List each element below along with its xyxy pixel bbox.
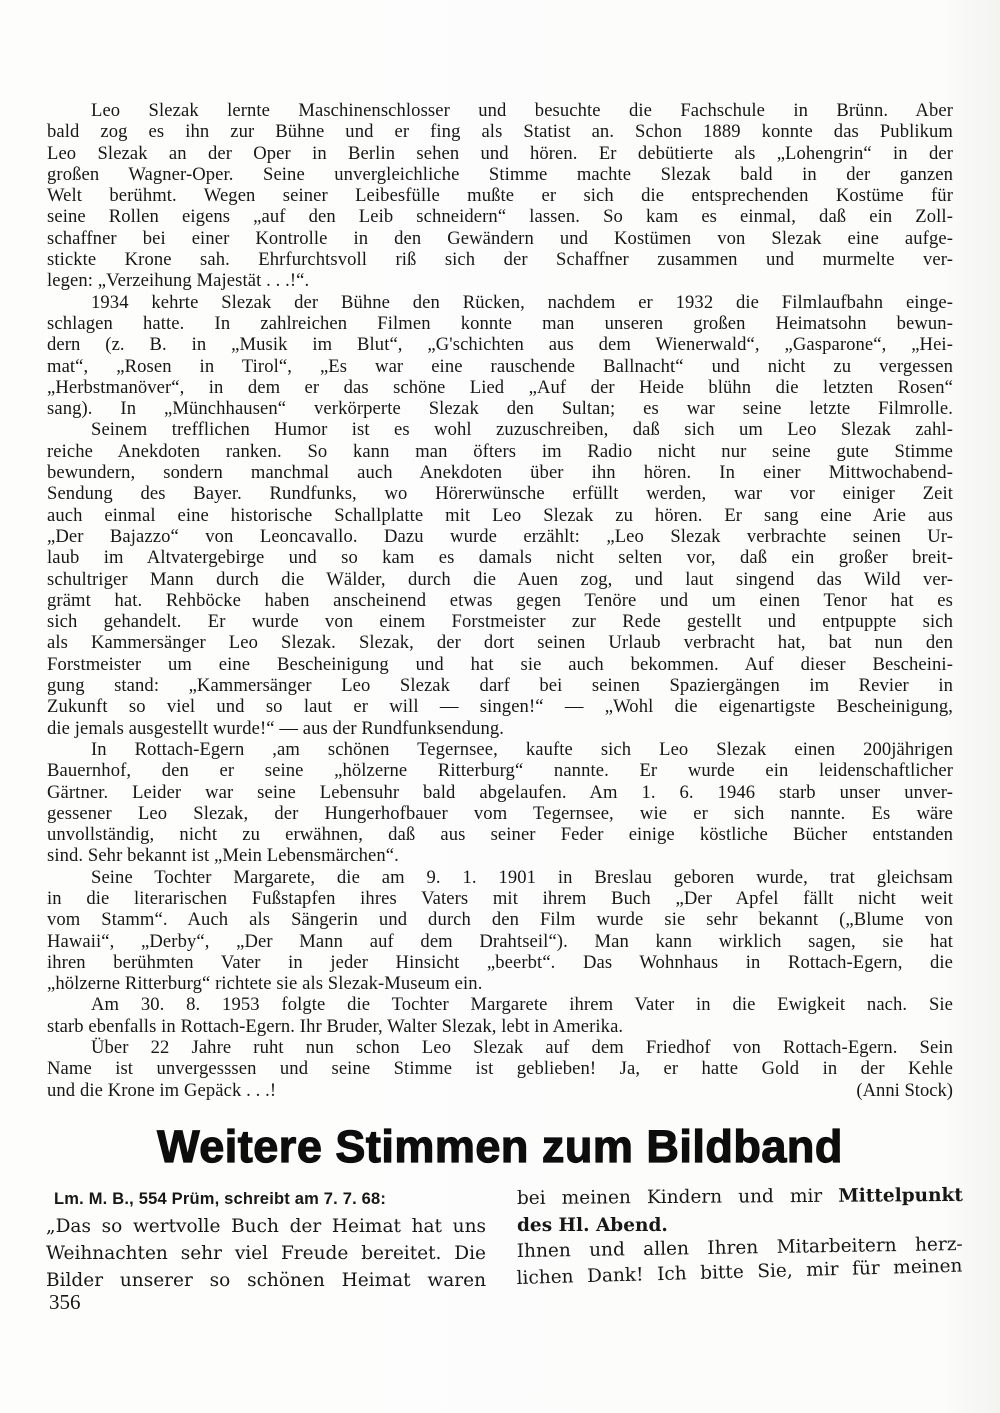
text-line: reiche Anekdoten ranken. So kann man öfters im Radio nicht nur seine gute Stimme bbox=[47, 440, 953, 462]
text-line: die jemals ausgestellt wurde!“ — aus der Rundfunksendung. bbox=[47, 717, 505, 739]
text-line: schaffner bei einer Kontrolle in den Gewändern und Kostümen von Slezak eine aufge- bbox=[47, 227, 953, 249]
text-line: Zukunft so viel und so laut er will — singen!“ — „Wohl die eigenartigste Bescheinigung, bbox=[47, 696, 953, 718]
text-line: schlagen hatte. In zahlreichen Filmen konnte man unseren großen Heimatsohn bewun- bbox=[47, 312, 953, 334]
text-segment: Ihnen und allen Ihren Mitarbeitern herz- bbox=[516, 1233, 963, 1263]
text-line: mat“, „Rosen in Tirol“, „Es war eine rauschende Ballnacht“ und nicht zu vergessen bbox=[47, 355, 953, 377]
text-line: Sendung des Bayer. Rundfunks, wo Hörerwünsche erfüllt werden, war vor einiger Zeit bbox=[47, 483, 953, 505]
text-line: grämt hat. Rehböcke haben anscheinend etwas gegen Tenöre und um einen Tenor hat es bbox=[47, 589, 953, 611]
text-line: in die literarischen Fußstapfen ihres Vaters mit ihrem Buch „Der Apfel fällt nicht weit bbox=[47, 887, 953, 909]
text-line: starb ebenfalls in Rottach-Egern. Ihr Bruder, Walter Slezak, lebt in Amerika. bbox=[47, 1015, 624, 1037]
section-heading: Weitere Stimmen zum Bildband bbox=[157, 1121, 843, 1172]
text-line: „Das so wertvolle Buch der Heimat hat uns bbox=[46, 1216, 486, 1237]
text-line: legen: „Verzeihung Majestät . . .!“. bbox=[47, 270, 310, 292]
text-line: seine Rollen eigens „auf den Leib schneidern“ lassen. So kam es einmal, daß ein Zoll- bbox=[47, 206, 953, 228]
text-line: Hawaii“, „Derby“, „Der Mann auf dem Drahtseil“). Man kann wirklich sagen, sie hat bbox=[47, 930, 953, 952]
text-line: dern (z. B. in „Musik im Blut“, „G'schichten aus dem Wienerwald“, „Gasparone“, „Hei- bbox=[47, 334, 953, 356]
text-line: In Rottach-Egern ,am schönen Tegernsee, kaufte sich Leo Slezak einen 200jährigen bbox=[91, 738, 953, 760]
text-line: 1934 kehrte Slezak der Bühne den Rücken, nachdem er 1932 die Filmlaufbahn einge- bbox=[91, 291, 953, 313]
text-line: und die Krone im Gepäck . . .! bbox=[47, 1079, 277, 1101]
text-line: Bilder unserer so schönen Heimat waren bbox=[46, 1270, 486, 1291]
text-line: bewundern, sondern manchmal auch Anekdoten über ihn hören. In einer Mittwochabend- bbox=[47, 462, 953, 484]
text-line: Name ist unvergesssen und seine Stimme ist geblieben! Ja, er hatte Gold in der Kehle bbox=[47, 1058, 953, 1080]
text-line: vom Stamm“. Auch als Sängerin und durch den Film wurde sie sehr bekannt („Blume von bbox=[47, 909, 953, 931]
text-line: Seine Tochter Margarete, die am 9. 1. 1901 in Breslau geboren wurde, trat gleichsam bbox=[91, 866, 953, 888]
text-line: Forstmeister um eine Bescheinigung und hat sie auch bekommen. Auf dieser Bescheini- bbox=[47, 653, 953, 675]
text-line: als Kammersänger Leo Slezak. Slezak, der dort seinen Urlaub verbracht hat, bat nun den bbox=[47, 632, 953, 654]
letters-right-column bbox=[517, 1186, 963, 1292]
text-line: sich gehandelt. Er wurde von einem Forstmeister zur Rede gestellt und entpuppte sich bbox=[47, 611, 953, 633]
text-line: Welt berühmt. Wegen seiner Leibesfülle mußte er sich die entsprechenden Kostüme für bbox=[47, 185, 953, 207]
letter-sender-line: Lm. M. B., 554 Prüm, schreibt am 7. 7. 68: bbox=[54, 1190, 387, 1208]
text-line: Gärtner. Leider war seine Lebensuhr bald abgelaufen. Am 1. 6. 1946 starb unser unver- bbox=[47, 781, 953, 803]
text-line: unvollständig, nicht zu erwähnen, daß aus seiner Feder einige köstliche Bücher entstanden bbox=[47, 824, 953, 846]
text-line: „Der Bajazzo“ von Leoncavallo. Dazu wurde erzählt: „Leo Slezak verbrachte seinen Ur- bbox=[47, 525, 953, 547]
text-line: sind. Sehr bekannt ist „Mein Lebensmärchen“. bbox=[47, 845, 399, 867]
text-line: gessener Leo Slezak, der Hungerhofbauer vom Tegernsee, wie er sich nannte. Es wäre bbox=[47, 802, 953, 824]
article-text bbox=[47, 100, 953, 1101]
text-line: bald zog es ihn zur Bühne und er fing als Statist an. Schon 1889 konnte das Publikum bbox=[47, 121, 953, 143]
author-attribution: (Anni Stock) bbox=[856, 1080, 953, 1101]
text-line: Leo Slezak lernte Maschinenschlosser und besuchte die Fachschule in Brünn. Aber bbox=[91, 100, 953, 121]
page-number: 356 bbox=[49, 1290, 81, 1314]
text-line: Leo Slezak an der Oper in Berlin sehen und hören. Er debütierte als „Lohengrin“ in der bbox=[47, 142, 953, 164]
letters-left-column bbox=[46, 1190, 486, 1294]
text-line: laub im Altvatergebirge und so kam es damals nicht selten vor, daß ein großer breit- bbox=[47, 547, 953, 569]
text-line: Bauernhof, den er seine „hölzerne Ritterburg“ nannte. Er wurde ein leidenschaftlicher bbox=[47, 760, 953, 782]
text-line: stickte Krone sah. Ehrfurchtsvoll riß sich der Schaffner zusammen und murmelte ver- bbox=[47, 249, 953, 271]
text-line bbox=[517, 1183, 963, 1213]
bold-text-segment: des Hl. Abend. bbox=[517, 1214, 668, 1236]
text-line: schultriger Mann durch die Wälder, durch die Auen zog, und laut singend das Wild ver- bbox=[47, 568, 953, 590]
text-line: Über 22 Jahre ruht nun schon Leo Slezak auf dem Friedhof von Rottach-Egern. Sein bbox=[91, 1037, 953, 1059]
text-line: sang). In „Münchhausen“ verkörperte Slezak den Sultan; es war seine letzte Filmrolle. bbox=[47, 398, 953, 420]
text-line: auch einmal eine historische Schallplatte mit Leo Slezak zu hören. Er sang eine Arie aus bbox=[47, 504, 953, 526]
bold-text-segment: Mittelpunkt bbox=[838, 1184, 963, 1207]
text-line: Weihnachten sehr viel Freude bereitet. Die bbox=[46, 1243, 486, 1264]
letter-left-body bbox=[46, 1213, 486, 1294]
text-segment: bei meinen Kindern und mir bbox=[516, 1185, 839, 1210]
text-line: „hölzerne Ritterburg“ richtete sie als Slezak-Museum ein. bbox=[47, 973, 483, 995]
text-line: Seinem trefflichen Humor ist es wohl zuzuschreiben, daß sich um Leo Slezak zahl- bbox=[91, 419, 953, 441]
text-line: gung stand: „Kammersänger Leo Slezak darf bei seinen Spaziergängen im Revier in bbox=[47, 675, 953, 697]
text-line: großen Wagner-Oper. Seine unvergleichliche Stimme machte Slezak bald in der ganzen bbox=[47, 163, 953, 185]
text-line: „Herbstmanöver“, in dem er das schöne Lied „Auf der Heide blühn die letzten Rosen“ bbox=[47, 376, 953, 398]
text-line: Am 30. 8. 1953 folgte die Tochter Margarete ihrem Vater in die Ewigkeit nach. Sie bbox=[91, 994, 953, 1016]
text-line: ihren berühmten Vater in jeder Hinsicht „beerbt“. Das Wohnhaus in Rottach-Egern, die bbox=[47, 951, 953, 973]
text-segment: lichen Dank! Ich bitte Sie, mir für meinen bbox=[516, 1255, 963, 1289]
